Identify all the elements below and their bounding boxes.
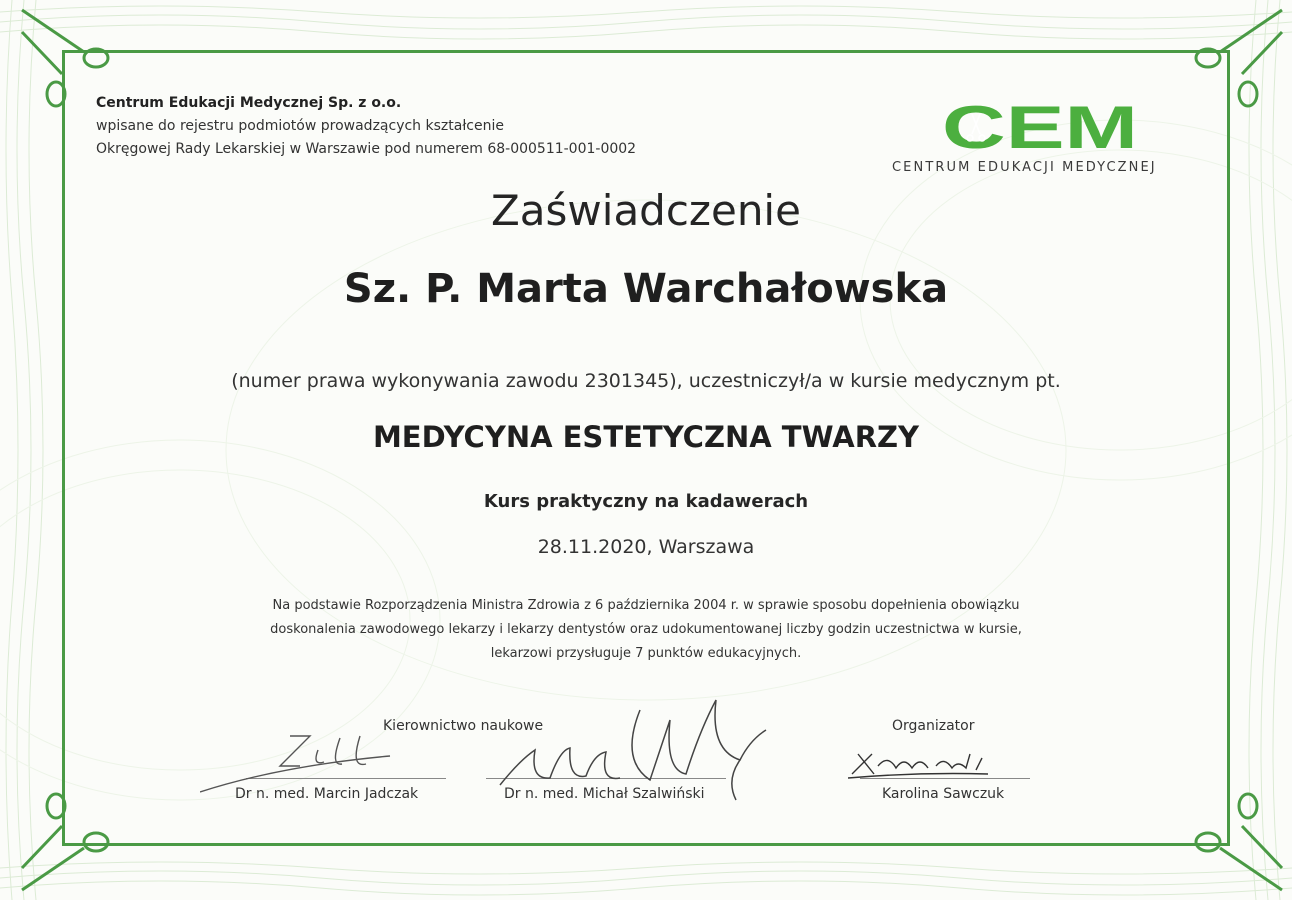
- license-line: (numer prawa wykonywania zawodu 2301345), uczestniczył/a w kursie medycznym pt.: [231, 370, 1061, 392]
- signer-2-name: Dr n. med. Michał Szalwiński: [504, 786, 705, 802]
- registry-line-2: Okręgowej Rady Lekarskiej w Warszawie pod numerem 68-000511-001-0002: [96, 141, 637, 157]
- cem-logo-caption: CENTRUM EDUKACJI MEDYCZNEJ: [892, 160, 1157, 175]
- signer-3-name: Karolina Sawczuk: [882, 786, 1005, 802]
- corner-ornament-bottom-left: [14, 788, 124, 898]
- organization-block: [96, 92, 636, 161]
- organization-name: Centrum Edukacji Medycznej Sp. z o.o.: [96, 95, 402, 111]
- legal-line-3: lekarzowi przysługuje 7 punktów edukacyjnych.: [490, 646, 802, 661]
- legal-line-1: Na podstawie Rozporządzenia Ministra Zdrowia z 6 października 2004 r. w sprawie sposobu dopełnienia obowiązku: [272, 598, 1020, 613]
- signer-1-name: Dr n. med. Marcin Jadczak: [235, 786, 419, 802]
- scientific-heading: Kierownictwo naukowe: [383, 718, 544, 734]
- date-place: 28.11.2020, Warszawa: [537, 536, 755, 558]
- corner-ornament-top-right: [1180, 2, 1290, 112]
- legal-line-2: doskonalenia zawodowego lekarzy i lekarzy dentystów oraz udokumentowanej liczby godzin uczestnictwa w kursie,: [270, 622, 1022, 637]
- legal-text: [160, 594, 1132, 666]
- cem-logo-letters: CEM: [942, 98, 1138, 154]
- recipient-name: Sz. P. Marta Warchałowska: [343, 266, 949, 312]
- registry-line-1: wpisane do rejestru podmiotów prowadzących kształcenie: [96, 118, 504, 134]
- certificate-title: Zaświadczenie: [491, 186, 801, 235]
- corner-ornament-bottom-right: [1180, 788, 1290, 898]
- cem-logo: [892, 98, 1192, 175]
- course-type: Kurs praktyczny na kadawerach: [483, 491, 809, 512]
- cem-logo-mark: [942, 98, 1142, 154]
- signature-3: [848, 744, 998, 784]
- course-name: MEDYCYNA ESTETYCZNA TWARZY: [372, 420, 920, 454]
- organizer-heading: Organizator: [892, 718, 975, 734]
